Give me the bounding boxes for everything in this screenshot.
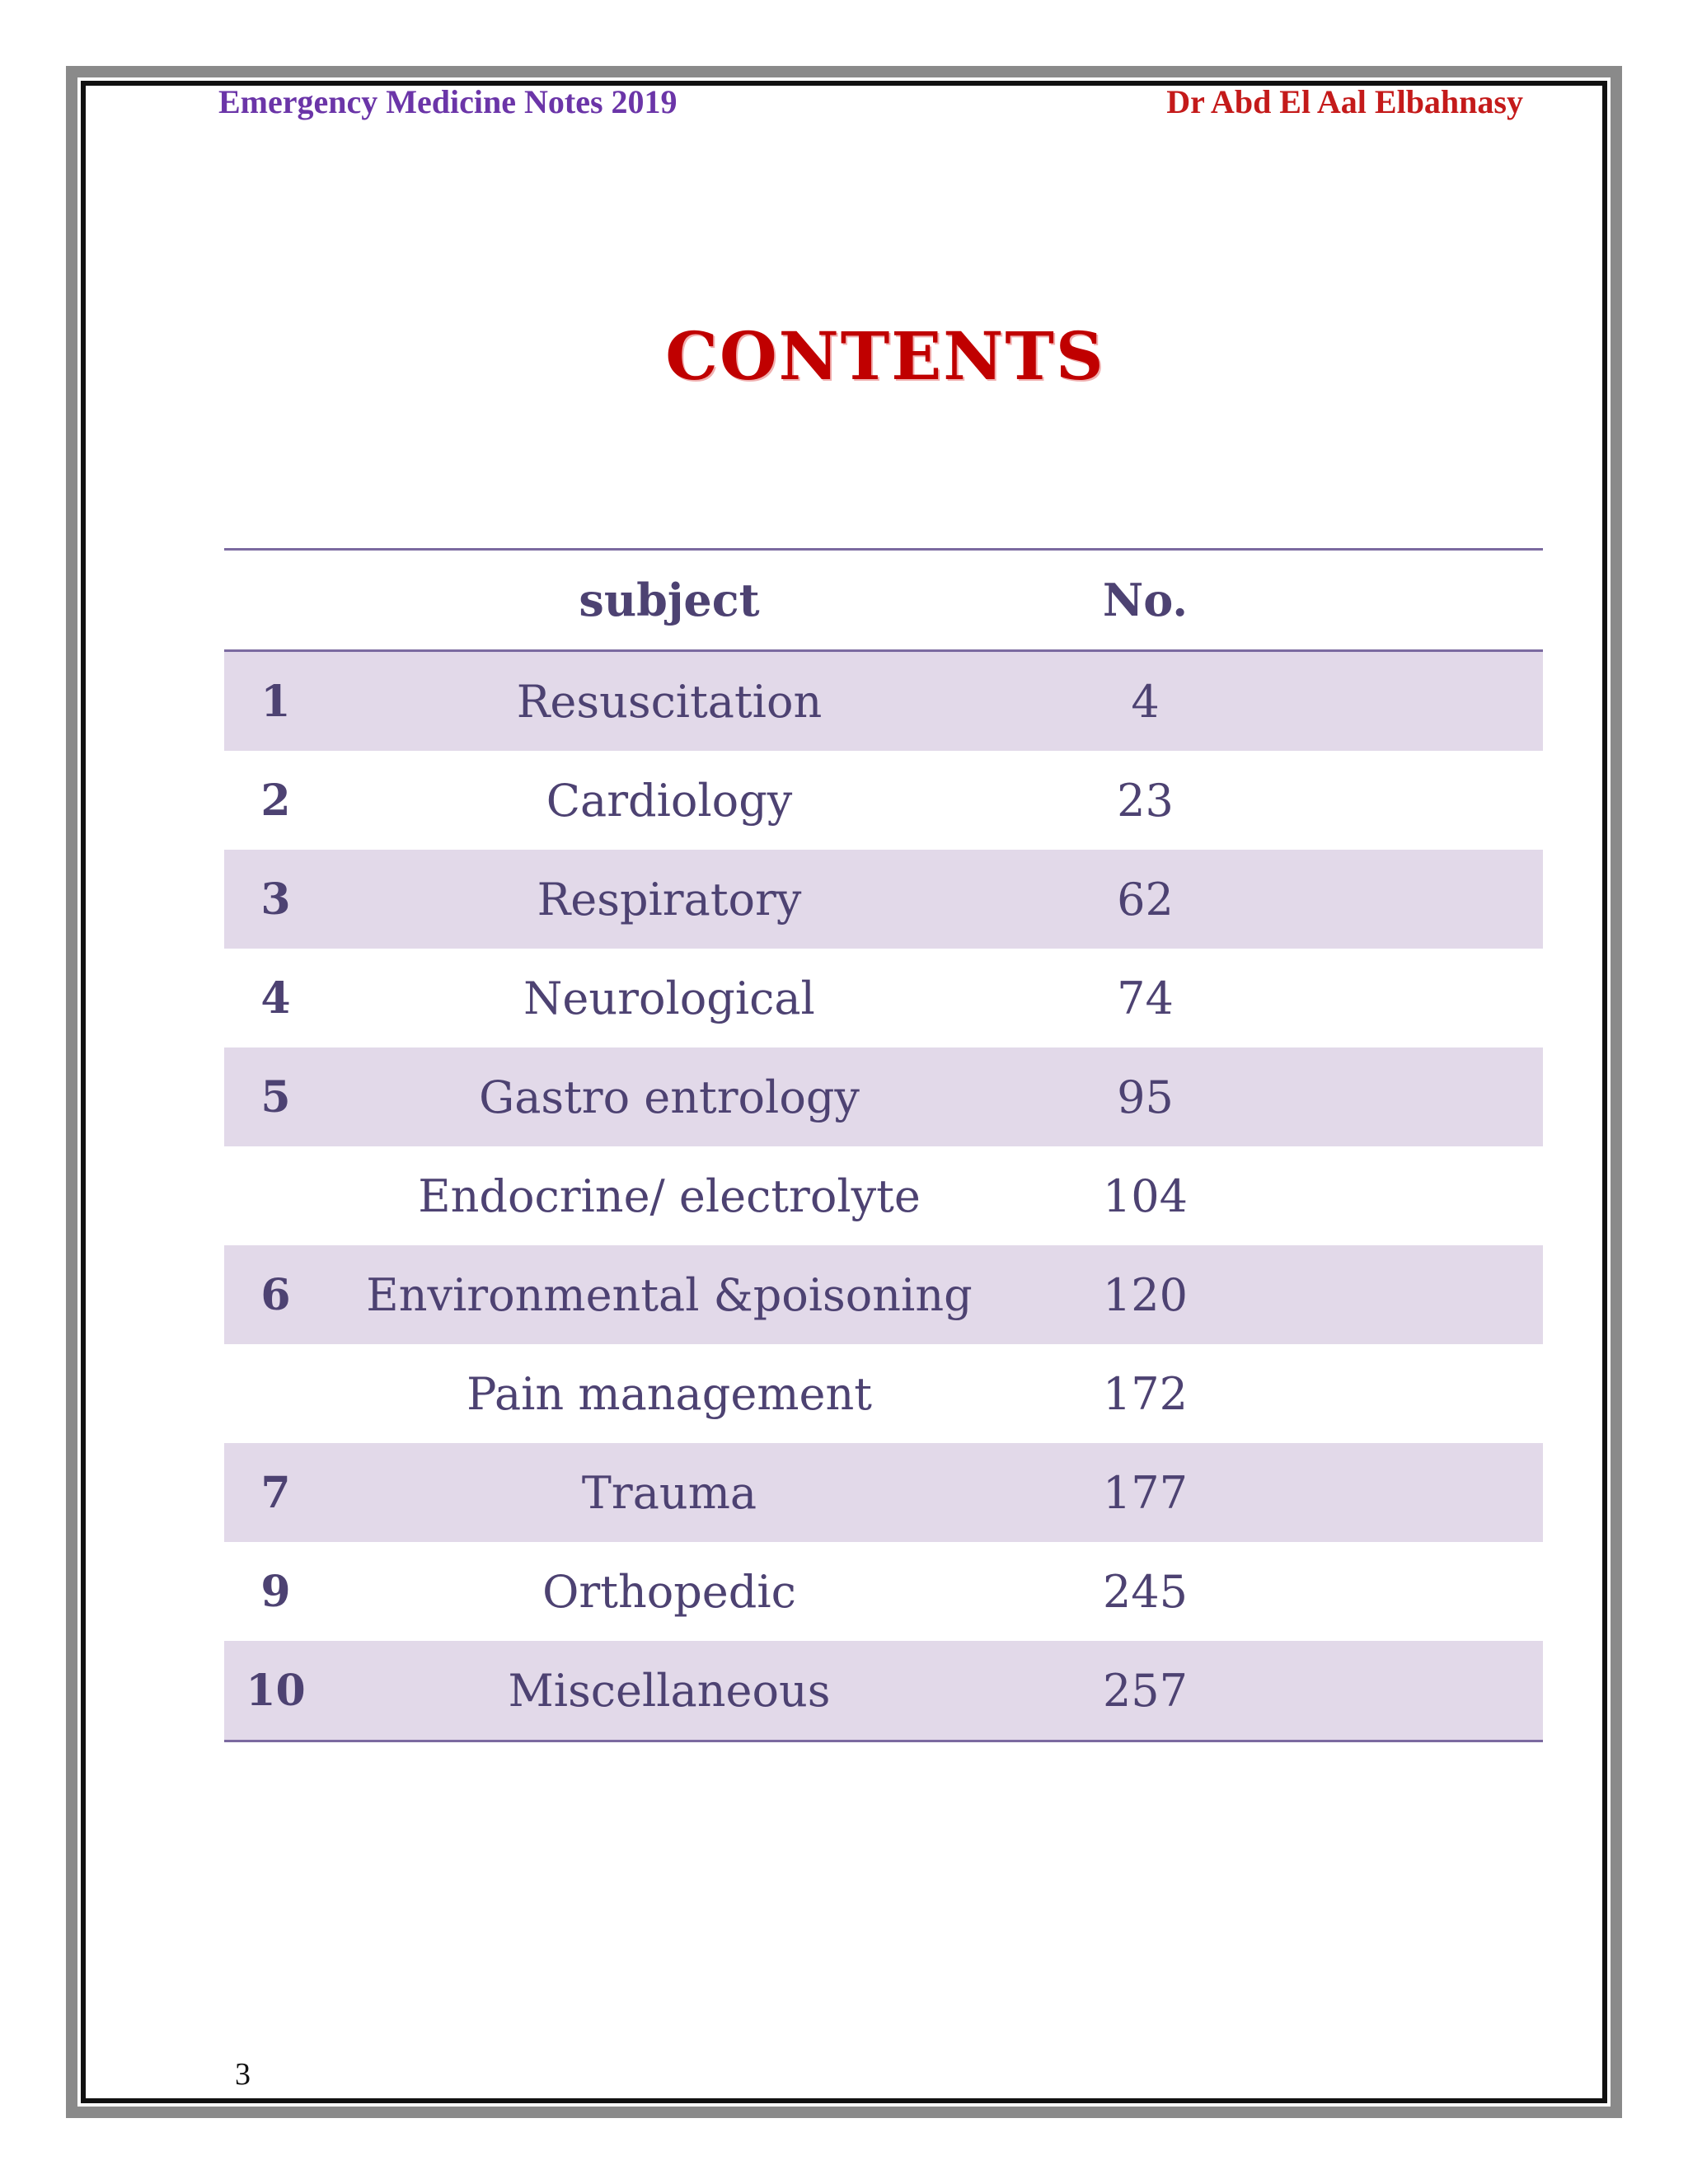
chapter-subject[interactable]: Trauma [581, 1466, 757, 1519]
chapter-page: 257 [1102, 1664, 1189, 1717]
chapter-subject[interactable]: Endocrine/ electrolyte [418, 1169, 921, 1222]
table-row[interactable] [224, 1344, 1543, 1443]
chapter-subject[interactable]: Neurological [523, 972, 815, 1024]
chapter-subject[interactable]: Orthopedic [542, 1565, 796, 1618]
chapter-number: 6 [260, 1269, 291, 1320]
table-row[interactable] [224, 751, 1543, 850]
table-row[interactable] [224, 1047, 1543, 1146]
chapter-number: 5 [260, 1071, 291, 1122]
table-row[interactable] [224, 949, 1543, 1047]
table-row[interactable] [224, 1443, 1543, 1542]
chapter-number: 9 [260, 1566, 291, 1617]
header-author: Dr Abd El Aal Elbahnasy [1166, 83, 1523, 120]
table-row[interactable] [224, 651, 1543, 752]
table-row[interactable] [224, 850, 1543, 949]
chapter-number: 7 [260, 1467, 291, 1518]
page-title: CONTENTS [665, 317, 1105, 395]
table-row[interactable] [224, 1641, 1543, 1741]
chapter-subject[interactable]: Pain management [467, 1367, 872, 1420]
table-row[interactable] [224, 1245, 1543, 1344]
chapter-number: 10 [246, 1665, 306, 1716]
chapter-page: 74 [1117, 972, 1174, 1024]
table-header-row [224, 550, 1543, 651]
header-number [224, 550, 327, 651]
header-book-title: Emergency Medicine Notes 2019 [218, 83, 678, 120]
page-number: 3 [235, 2057, 251, 2092]
chapter-number: 1 [260, 676, 291, 727]
header-subject: subject [579, 574, 760, 626]
chapter-number: 2 [260, 775, 291, 826]
chapter-page: 95 [1117, 1071, 1174, 1123]
header-spacer [1279, 550, 1543, 651]
chapter-number: 3 [260, 874, 291, 925]
header-page-number: No. [1102, 574, 1189, 626]
chapter-page: 177 [1102, 1466, 1189, 1519]
chapter-subject[interactable]: Respiratory [537, 873, 802, 926]
chapter-number [224, 1344, 327, 1443]
chapter-subject[interactable]: Environmental &poisoning [366, 1268, 973, 1321]
chapter-page: 23 [1117, 774, 1174, 827]
chapter-subject[interactable]: Resuscitation [516, 675, 823, 728]
contents-table [224, 548, 1543, 1742]
table-row[interactable] [224, 1146, 1543, 1245]
chapter-subject[interactable]: Gastro entrology [479, 1071, 860, 1123]
chapter-page: 245 [1102, 1565, 1189, 1618]
table-row[interactable] [224, 1542, 1543, 1641]
chapter-subject[interactable]: Miscellaneous [508, 1664, 831, 1717]
chapter-page: 120 [1102, 1268, 1189, 1321]
chapter-page: 62 [1117, 873, 1174, 926]
chapter-page: 104 [1102, 1169, 1189, 1222]
chapter-page: 4 [1131, 675, 1160, 728]
chapter-subject[interactable]: Cardiology [546, 774, 793, 827]
chapter-number: 4 [260, 972, 291, 1024]
chapter-page: 172 [1102, 1367, 1189, 1420]
chapter-number [224, 1146, 327, 1245]
